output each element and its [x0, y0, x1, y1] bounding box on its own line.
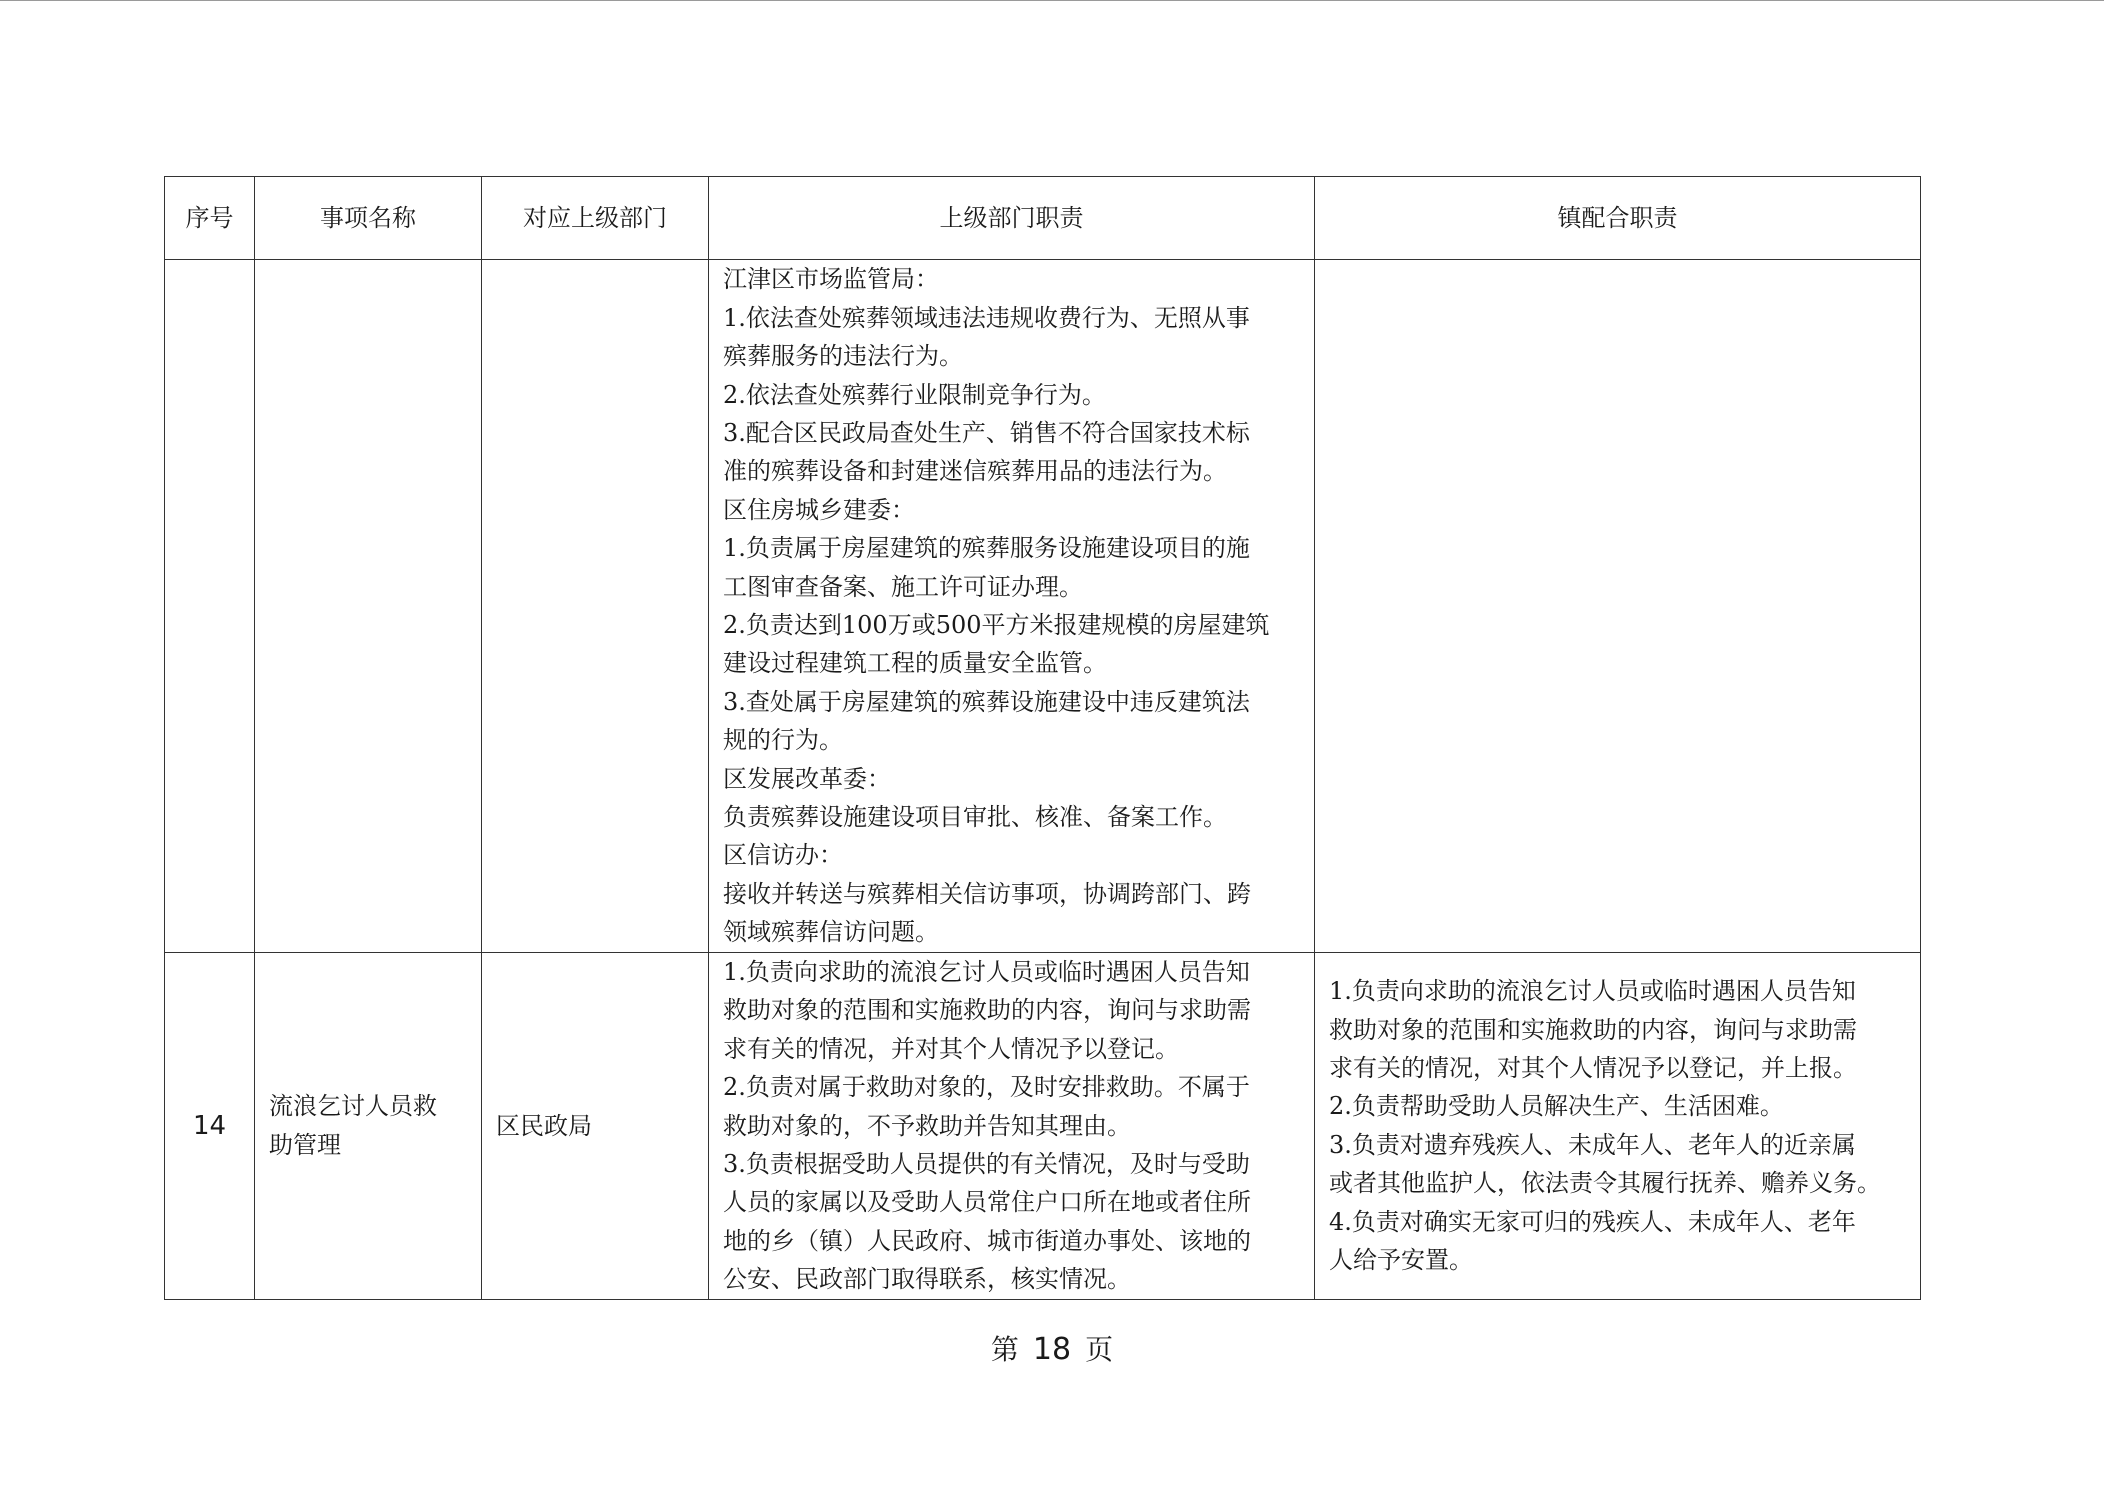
header-dept: 对应上级部门 — [482, 177, 709, 260]
table-row-continued — [165, 260, 1921, 953]
text-line: 1.负责属于房屋建筑的殡葬服务设施建设项目的施 — [723, 534, 1250, 563]
text-line: 人员的家属以及受助人员常住户口所在地或者住所 — [723, 1188, 1251, 1217]
text-line: 区发展改革委： — [723, 764, 891, 793]
footer-prefix: 第 — [990, 1333, 1019, 1366]
page-number-footer — [0, 1330, 2104, 1370]
text-line: 工图审查备案、施工许可证办理。 — [723, 572, 1083, 601]
footer-page-number: 18 — [1032, 1332, 1072, 1367]
text-line: 2.依法查处殡葬行业限制竞争行为。 — [723, 380, 1106, 409]
cell-town-duties — [1315, 260, 1921, 953]
text-line: 2.负责达到100万或500平方米报建规模的房屋建筑 — [723, 611, 1270, 639]
text-line: 2.负责帮助受助人员解决生产、生活困难。 — [1329, 1092, 1784, 1121]
text-line: 救助对象的，不予救助并告知其理由。 — [723, 1111, 1131, 1140]
table-header-row — [165, 177, 1921, 260]
cell-duties — [709, 260, 1315, 953]
text-line: 救助对象的范围和实施救助的内容，询问与求助需 — [1329, 1015, 1857, 1044]
text-line: 救助对象的范围和实施救助的内容，询问与求助需 — [723, 996, 1251, 1025]
text-line: 接收并转送与殡葬相关信访事项，协调跨部门、跨 — [723, 879, 1251, 908]
text-line: 1.负责向求助的流浪乞讨人员或临时遇困人员告知 — [1329, 977, 1856, 1006]
text-line: 地的乡（镇）人民政府、城市街道办事处、该地的 — [723, 1226, 1251, 1255]
text-line: 准的殡葬设备和封建迷信殡葬用品的违法行为。 — [723, 457, 1227, 486]
text-line: 规的行为。 — [723, 726, 843, 755]
header-item-name: 事项名称 — [255, 177, 482, 260]
cell-town-duties — [1315, 953, 1921, 1300]
text-line: 3.查处属于房屋建筑的殡葬设施建设中违反建筑法 — [723, 687, 1250, 716]
text-line: 殡葬服务的违法行为。 — [723, 342, 963, 371]
cell-dept — [482, 260, 709, 953]
text-line: 负责殡葬设施建设项目审批、核准、备案工作。 — [723, 803, 1227, 832]
duty-table — [164, 176, 1921, 1300]
header-town-duties: 镇配合职责 — [1315, 177, 1921, 260]
text-line: 公安、民政部门取得联系，核实情况。 — [723, 1265, 1131, 1294]
text-line: 2.负责对属于救助对象的，及时安排救助。不属于 — [723, 1073, 1250, 1102]
text-line: 人给予安置。 — [1329, 1246, 1473, 1275]
text-line: 领域殡葬信访问题。 — [723, 918, 939, 947]
text-line: 江津区市场监管局： — [723, 265, 939, 294]
text-line: 4.负责对确实无家可归的残疾人、未成年人、老年 — [1329, 1207, 1856, 1236]
text-line: 或者其他监护人，依法责令其履行抚养、赡养义务。 — [1329, 1169, 1881, 1198]
cell-seq — [165, 260, 255, 953]
text-line: 区信访办： — [723, 841, 843, 870]
text-line: 建设过程建筑工程的质量安全监管。 — [723, 649, 1107, 678]
table-row-14 — [165, 953, 1921, 1300]
text-line: 1.依法查处殡葬领域违法违规收费行为、无照从事 — [723, 303, 1250, 332]
cell-item-name — [255, 953, 482, 1300]
cell-seq: 14 — [165, 953, 255, 1300]
text-line: 3.配合区民政局查处生产、销售不符合国家技术标 — [723, 418, 1250, 447]
page-top-border — [0, 0, 2104, 1]
footer-suffix: 页 — [1085, 1333, 1114, 1366]
text-line: 1.负责向求助的流浪乞讨人员或临时遇困人员告知 — [723, 958, 1250, 986]
header-duties: 上级部门职责 — [709, 177, 1315, 260]
text-line: 助管理 — [269, 1130, 341, 1159]
text-line: 3.负责根据受助人员提供的有关情况，及时与受助 — [723, 1150, 1250, 1179]
text-line: 区住房城乡建委： — [723, 495, 915, 524]
cell-item-name — [255, 260, 482, 953]
header-seq: 序号 — [165, 177, 255, 260]
cell-duties — [709, 953, 1315, 1300]
text-line: 3.负责对遗弃残疾人、未成年人、老年人的近亲属 — [1329, 1130, 1856, 1159]
cell-dept: 区民政局 — [482, 953, 709, 1300]
text-line: 求有关的情况，对其个人情况予以登记，并上报。 — [1329, 1054, 1857, 1083]
text-line: 流浪乞讨人员救 — [269, 1092, 437, 1121]
text-line: 求有关的情况，并对其个人情况予以登记。 — [723, 1034, 1179, 1063]
